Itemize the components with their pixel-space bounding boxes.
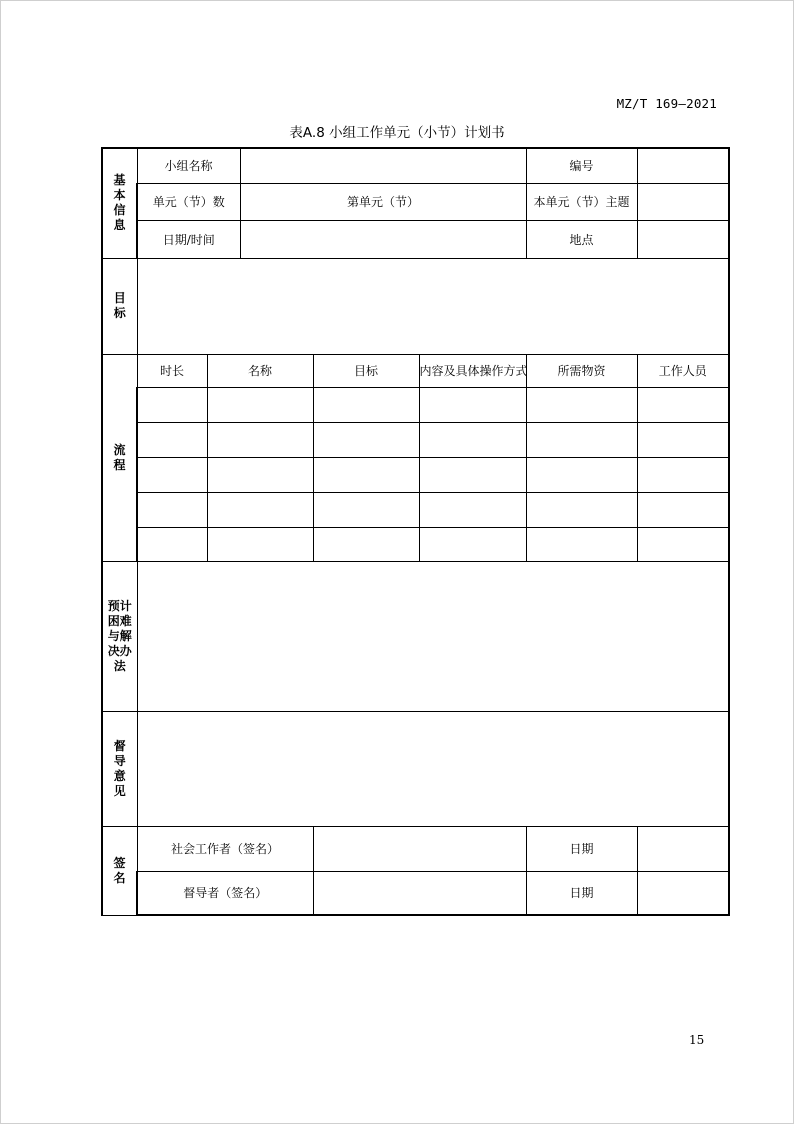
process-header-row: [102, 354, 729, 387]
standard-code: MZ/T 169—2021: [616, 96, 717, 111]
process-row: [102, 492, 729, 527]
signature-row-2: [102, 871, 729, 915]
process-cell[interactable]: [137, 492, 207, 527]
col-materials: 所需物资: [526, 354, 637, 387]
col-staff: 工作人员: [637, 354, 729, 387]
process-cell[interactable]: [313, 457, 419, 492]
social-worker-signature-field[interactable]: [313, 826, 526, 871]
section-goal: 目标: [102, 258, 137, 354]
group-name-field[interactable]: [240, 148, 526, 183]
process-cell[interactable]: [313, 492, 419, 527]
col-duration: 时长: [137, 354, 207, 387]
process-row: [102, 422, 729, 457]
process-cell[interactable]: [526, 422, 637, 457]
goal-field[interactable]: [137, 258, 729, 354]
number-field[interactable]: [637, 148, 729, 183]
process-cell[interactable]: [419, 457, 526, 492]
difficulties-row: [102, 561, 729, 711]
supervisor-signature-field[interactable]: [313, 871, 526, 915]
section-basic-info: 基本信息: [102, 148, 137, 258]
group-name-label: 小组名称: [137, 148, 240, 183]
unit-count-label: 单元（节）数: [137, 183, 240, 220]
supervision-row: [102, 711, 729, 826]
plan-table: [101, 147, 730, 916]
process-cell[interactable]: [637, 457, 729, 492]
date-label-2: 日期: [526, 871, 637, 915]
basic-info-row-3: [102, 220, 729, 258]
section-difficulties: 预计困难与解决办法: [102, 561, 137, 711]
supervision-field[interactable]: [137, 711, 729, 826]
process-cell[interactable]: [637, 492, 729, 527]
basic-info-row-1: [102, 148, 729, 183]
page-number: 15: [689, 1033, 705, 1047]
process-row: [102, 527, 729, 561]
process-cell[interactable]: [526, 457, 637, 492]
process-cell[interactable]: [313, 527, 419, 561]
process-cell[interactable]: [419, 492, 526, 527]
process-cell[interactable]: [207, 457, 313, 492]
process-cell[interactable]: [637, 422, 729, 457]
process-cell[interactable]: [526, 492, 637, 527]
datetime-field[interactable]: [240, 220, 526, 258]
process-cell[interactable]: [419, 387, 526, 422]
process-cell[interactable]: [137, 422, 207, 457]
section-process: 流程: [102, 354, 137, 561]
supervisor-signature-label: 督导者（签名）: [137, 871, 313, 915]
process-cell[interactable]: [207, 387, 313, 422]
process-cell[interactable]: [526, 527, 637, 561]
process-cell[interactable]: [637, 387, 729, 422]
unit-theme-label: 本单元（节）主题: [526, 183, 637, 220]
datetime-label: 日期/时间: [137, 220, 240, 258]
section-supervision: 督导意见: [102, 711, 137, 826]
process-cell[interactable]: [207, 527, 313, 561]
date-field-1[interactable]: [637, 826, 729, 871]
unit-theme-field[interactable]: [637, 183, 729, 220]
process-cell[interactable]: [313, 387, 419, 422]
unit-index-label: 第单元（节）: [240, 183, 526, 220]
process-cell[interactable]: [207, 492, 313, 527]
process-cell[interactable]: [207, 422, 313, 457]
location-field[interactable]: [637, 220, 729, 258]
process-row: [102, 387, 729, 422]
process-cell[interactable]: [137, 387, 207, 422]
process-cell[interactable]: [137, 527, 207, 561]
difficulties-field[interactable]: [137, 561, 729, 711]
process-cell[interactable]: [137, 457, 207, 492]
process-cell[interactable]: [526, 387, 637, 422]
col-name: 名称: [207, 354, 313, 387]
goal-row: [102, 258, 729, 354]
basic-info-row-2: [102, 183, 729, 220]
section-signature: 签名: [102, 826, 137, 915]
process-cell[interactable]: [419, 527, 526, 561]
process-row: [102, 457, 729, 492]
signature-row-1: [102, 826, 729, 871]
col-content: 内容及具体操作方式: [419, 354, 526, 387]
process-cell[interactable]: [637, 527, 729, 561]
date-field-2[interactable]: [637, 871, 729, 915]
col-goal: 目标: [313, 354, 419, 387]
location-label: 地点: [526, 220, 637, 258]
process-cell[interactable]: [313, 422, 419, 457]
social-worker-signature-label: 社会工作者（签名）: [137, 826, 313, 871]
table-title: 表A.8 小组工作单元（小节）计划书: [289, 125, 505, 141]
date-label-1: 日期: [526, 826, 637, 871]
number-label: 编号: [526, 148, 637, 183]
process-cell[interactable]: [419, 422, 526, 457]
